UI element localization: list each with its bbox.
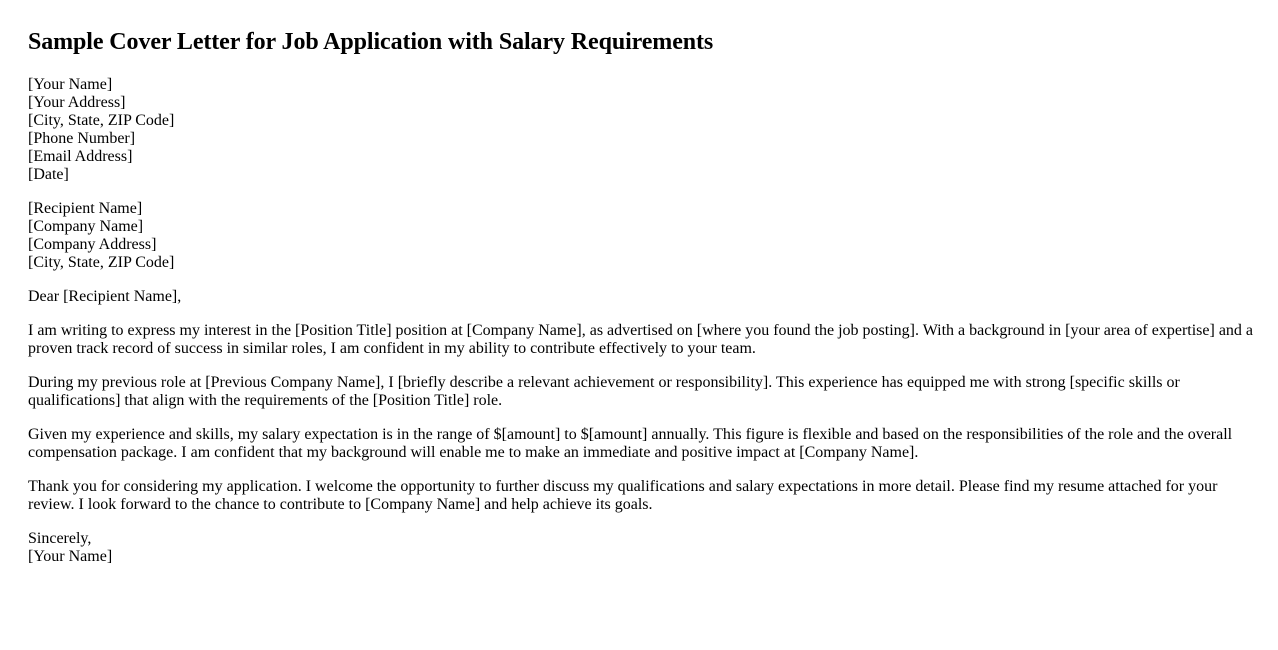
body-paragraph-closing: Thank you for considering my application. I welcome the opportunity to further discuss my qualifications and salary expectations in more detail. Please find my resume attached for your review. I look forward to the chance to contribute to [Company Name] and help achieve its goals. bbox=[28, 478, 1218, 513]
signature-name: [Your Name] bbox=[28, 548, 113, 565]
page-title: Sample Cover Letter for Job Application with Salary Requirements bbox=[28, 29, 714, 55]
sender-address-block bbox=[28, 76, 1254, 184]
sender-email: [Email Address] bbox=[28, 148, 133, 165]
recipient-company-address: [Company Address] bbox=[28, 236, 157, 253]
letter-date: [Date] bbox=[28, 166, 69, 183]
salutation: Dear [Recipient Name], bbox=[28, 288, 182, 305]
sender-city-state-zip: [City, State, ZIP Code] bbox=[28, 112, 175, 129]
body-paragraph-salary: Given my experience and skills, my salary expectation is in the range of $[amount] to $[amount] annually. This figure is flexible and based on the responsibilities of the role and the overall compensation package. I am confident that my background will enable me to make an immediate and positive impact at [Company Name]. bbox=[28, 426, 1233, 461]
body-paragraph-experience: During my previous role at [Previous Company Name], I [briefly describe a relevant achievement or responsibility]. This experience has equipped me with strong [specific skills or qualifications] that align with the requirements of the [Position Title] role. bbox=[28, 374, 1180, 409]
recipient-name: [Recipient Name] bbox=[28, 200, 143, 217]
recipient-address-block bbox=[28, 200, 1254, 272]
sender-phone: [Phone Number] bbox=[28, 130, 136, 147]
closing-block bbox=[28, 530, 1254, 566]
body-paragraph-intro: I am writing to express my interest in the [Position Title] position at [Company Name], as advertised on [where you found the job posting]. With a background in [your area of expertise] and a proven track record of success in similar roles, I am confident in my ability to contribute effectively to your team. bbox=[28, 322, 1254, 357]
valediction: Sincerely, bbox=[28, 530, 92, 547]
recipient-city-state-zip: [City, State, ZIP Code] bbox=[28, 254, 175, 271]
sender-address: [Your Address] bbox=[28, 94, 126, 111]
sender-name: [Your Name] bbox=[28, 76, 113, 93]
recipient-company-name: [Company Name] bbox=[28, 218, 144, 235]
